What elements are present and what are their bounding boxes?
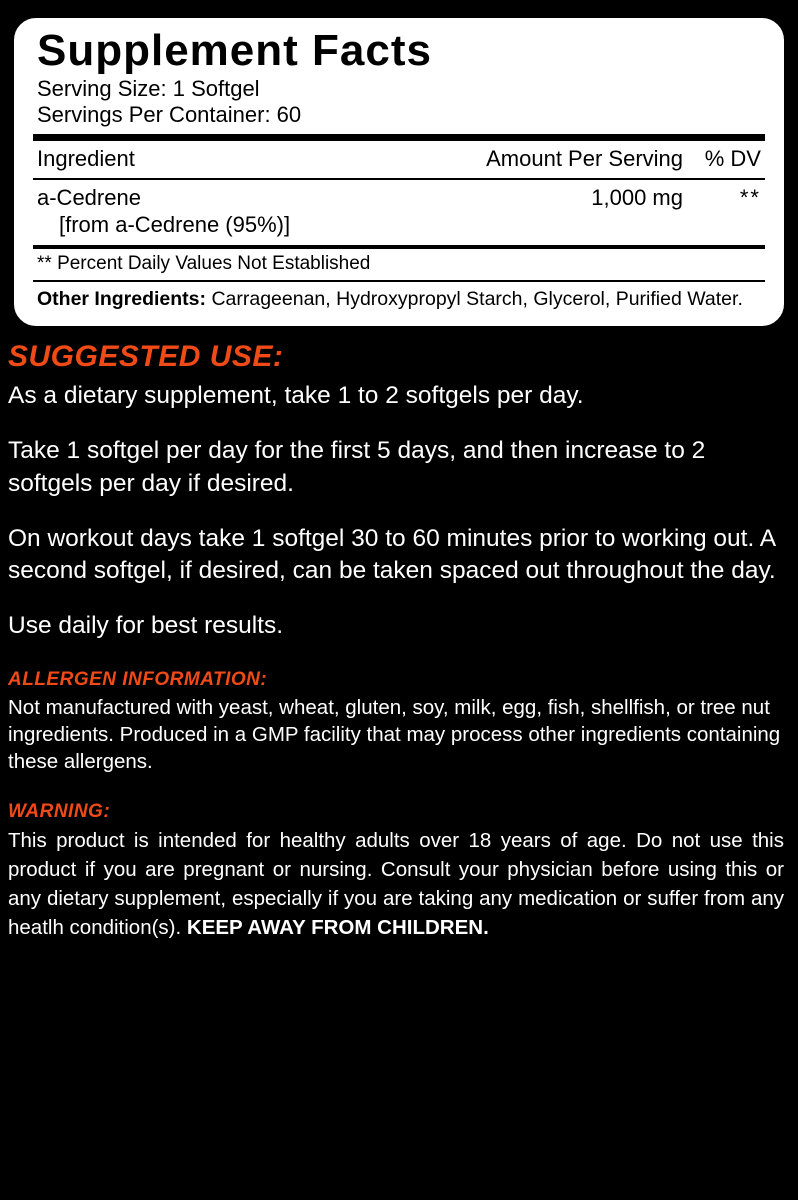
supplement-facts-title: Supplement Facts <box>37 26 432 75</box>
suggested-use-paragraph-4: Use daily for best results. <box>8 612 284 640</box>
column-header-ingredient: Ingredient <box>37 145 135 171</box>
column-header-amount: Amount Per Serving <box>486 145 683 171</box>
supplement-facts-header-row <box>29 141 769 178</box>
divider-thick-top <box>33 134 765 141</box>
other-ingredients <box>29 282 769 313</box>
supplement-facts-panel <box>14 18 784 326</box>
ingredient-name: a-Cedrene <box>37 184 141 210</box>
table-row <box>29 180 769 245</box>
serving-size: Serving Size: 1 Softgel <box>37 75 260 101</box>
daily-value-footnote: ** Percent Daily Values Not Established <box>37 252 371 274</box>
allergen-information-heading: ALLERGEN INFORMATION: <box>8 669 268 690</box>
suggested-use-paragraph-1: As a dietary supplement, take 1 to 2 softgels per day. <box>8 382 584 410</box>
servings-per-container: Servings Per Container: 60 <box>37 102 302 128</box>
suggested-use-paragraph-3: On workout days take 1 softgel 30 to 60 minutes prior to working out. A second softgel, if desired, can be taken spaced out throughout the day. <box>8 524 776 585</box>
other-ingredients-label: Other Ingredients: <box>37 287 207 310</box>
warning-body: This product is intended for healthy adults over 18 years of age. Do not use this product if you are pregnant or nursing. Consult your physician before using this or any dietary supplement, especially if you are taking any medication or suffer from any heatlh condition(s). <box>8 829 784 940</box>
suggested-use-heading: SUGGESTED USE: <box>8 340 284 374</box>
column-header-dv: % DV <box>704 145 761 171</box>
warning-emphasis: KEEP AWAY FROM CHILDREN. <box>186 916 489 940</box>
ingredient-source: [from a-Cedrene (95%)] <box>59 212 291 238</box>
supplement-facts-inner <box>29 26 769 313</box>
other-ingredients-value: Carrageenan, Hydroxypropyl Starch, Glycerol, Purified Water. <box>206 287 743 310</box>
allergen-information-text: Not manufactured with yeast, wheat, gluten, soy, milk, egg, fish, shellfish, or tree nut ingredients. Produced in a GMP facility that may process other ingredients containing these allergens. <box>8 696 781 774</box>
warning-text <box>8 826 784 942</box>
ingredient-main-line <box>37 184 761 212</box>
ingredient-dv: ** <box>739 184 761 210</box>
warning-heading: WARNING: <box>8 801 111 823</box>
supplement-label-page <box>0 18 798 1200</box>
suggested-use-paragraph-2: Take 1 softgel per day for the first 5 days, and then increase to 2 softgels per day if desired. <box>8 436 706 497</box>
ingredient-amount: 1,000 mg <box>591 184 683 210</box>
